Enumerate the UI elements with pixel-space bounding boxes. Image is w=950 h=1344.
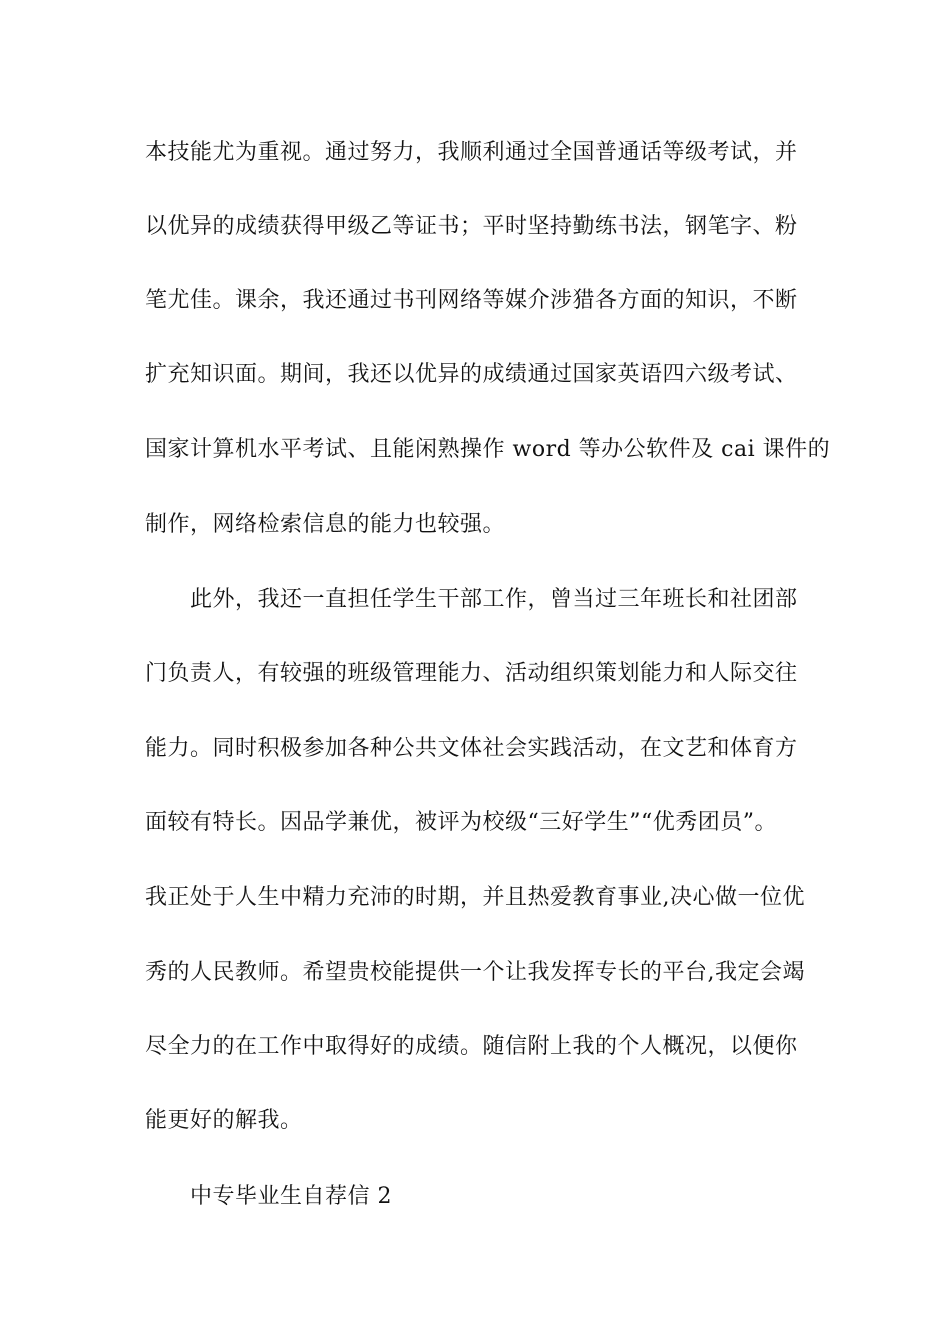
body-text-line: 笔尤佳。课余，我还通过书刊网络等媒介涉猎各方面的知识，不断	[145, 288, 798, 313]
body-text-line: 能力。同时积极参加各种公共文体社会实践活动，在文艺和体育方	[145, 736, 798, 761]
body-text-line: 面较有特长。因品学兼优，被评为校级“三好学生”“优秀团员”。	[145, 810, 777, 835]
body-text-line: 门负责人，有较强的班级管理能力、活动组织策划能力和人际交往	[145, 661, 798, 686]
paragraph-first-line: 此外，我还一直担任学生干部工作，曾当过三年班长和社团部	[190, 587, 798, 612]
body-text-line: 尽全力的在工作中取得好的成绩。随信附上我的个人概况，以便你	[145, 1034, 798, 1059]
body-text-line: 本技能尤为重视。通过努力，我顺利通过全国普通话等级考试，并	[145, 140, 798, 165]
body-text-line: 制作，网络检索信息的能力也较强。	[145, 512, 506, 537]
body-text-line: 扩充知识面。期间，我还以优异的成绩通过国家英语四六级考试、	[145, 362, 798, 387]
body-text-line: 以优异的成绩获得甲级乙等证书；平时坚持勤练书法，钢笔字、粉	[145, 214, 798, 239]
body-text-line: 我正处于人生中精力充沛的时期，并且热爱教育事业,决心做一位优	[145, 885, 805, 910]
body-text-line: 国家计算机水平考试、且能闲熟操作 word 等办公软件及 cai 课件的	[145, 437, 831, 462]
body-text-line: 秀的人民教师。希望贵校能提供一个让我发挥专长的平台,我定会竭	[145, 960, 805, 985]
section-heading: 中专毕业生自荐信 2	[190, 1184, 392, 1209]
body-text-line: 能更好的解我。	[145, 1108, 303, 1133]
